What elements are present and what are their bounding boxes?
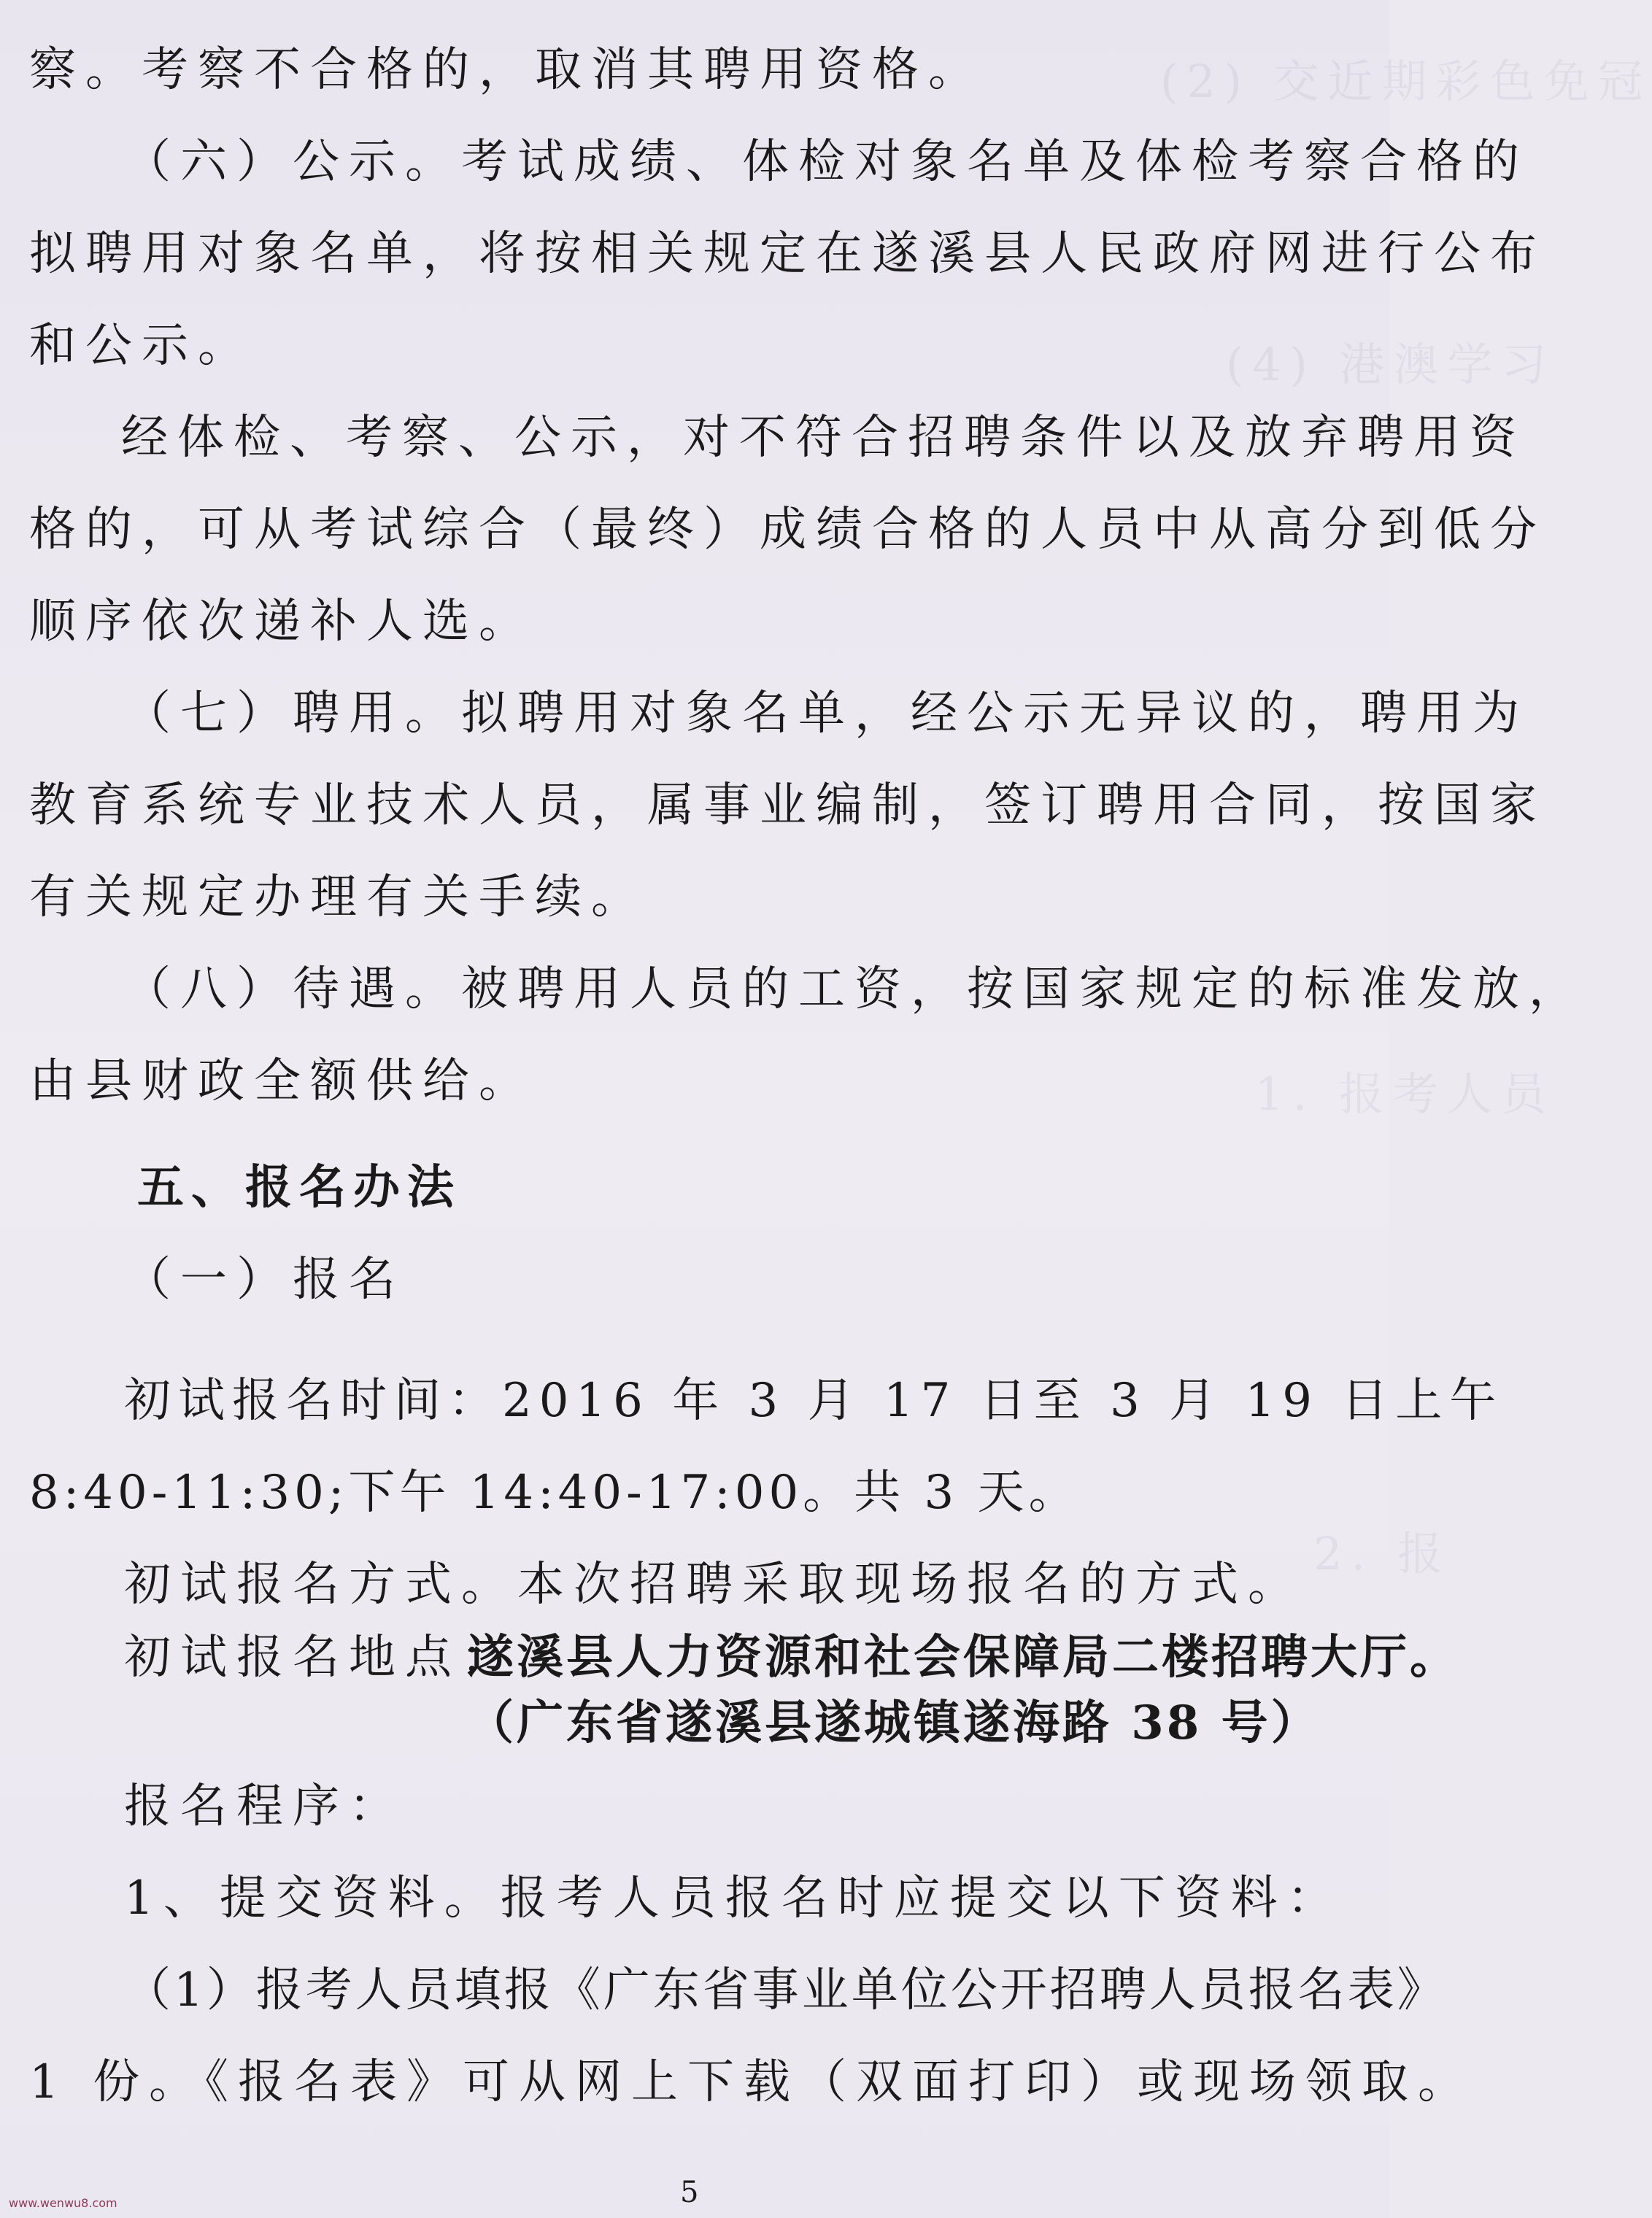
watermark: www.wenwu8.com (9, 2196, 117, 2210)
page-number: 5 (680, 2176, 699, 2209)
paragraph-line: 察。考察不合格的，取消其聘用资格。 (29, 43, 984, 97)
paragraph-line: （八）待遇。被聘用人员的工资，按国家规定的标准发放， (124, 962, 1585, 1016)
section-heading: 五、报名办法 (137, 1161, 461, 1215)
paragraph-line: 有关规定办理有关手续。 (29, 870, 647, 924)
paragraph-line: （七）聘用。拟聘用对象名单，经公示无异议的，聘用为 (124, 687, 1529, 741)
paragraph-line: 和公示。 (29, 319, 254, 373)
registration-location: 遂溪县人力资源和社会保障局二楼招聘大厅。 (467, 1630, 1459, 1685)
paragraph-line: 教育系统专业技术人员，属事业编制，签订聘用合同，按国家 (29, 778, 1546, 832)
bleed-text: 2. 报 (1313, 1527, 1451, 1580)
registration-location-label: 初试报名地点： (124, 1631, 517, 1685)
procedure-step: 1、提交资料。报考人员报名时应提交以下资料： (124, 1871, 1343, 1925)
subsection-heading: （一）报名 (124, 1253, 405, 1307)
paragraph-line: 格的，可从考试综合（最终）成绩合格的人员中从高分到低分 (29, 503, 1546, 557)
bleed-text: (2) 交近期彩色免冠 (1160, 55, 1652, 108)
paragraph-line: 经体检、考察、公示，对不符合招聘条件以及放弃聘用资 (121, 411, 1526, 465)
bleed-text: (4) 港澳学习 (1226, 338, 1556, 391)
procedure-label: 报名程序： (124, 1780, 405, 1833)
procedure-item: （1）报考人员填报《广东省事业单位公开招聘人员报名表》 (124, 1963, 1447, 2017)
paragraph-line: 由县财政全额供给。 (29, 1054, 535, 1108)
registration-address: （广东省遂溪县遂城镇遂海路 38 号） (467, 1696, 1321, 1750)
paragraph-line: （六）公示。考试成绩、体检对象名单及体检考察合格的 (124, 135, 1529, 189)
paragraph-line: 拟聘用对象名单，将按相关规定在遂溪县人民政府网进行公布 (29, 227, 1546, 281)
registration-time: 初试报名时间：2016 年 3 月 17 日至 3 月 19 日上午 (124, 1374, 1504, 1428)
registration-method: 初试报名方式。本次招聘采取现场报名的方式。 (124, 1558, 1304, 1612)
bleed-text: 1. 报考人员 (1255, 1067, 1555, 1121)
registration-time-cont: 8:40-11:30;下午 14:40-17:00。共 3 天。 (29, 1466, 1080, 1520)
paragraph-line: 顺序依次递补人选。 (29, 595, 535, 649)
procedure-item-cont: 1 份。《报名表》可从网上下载（双面打印）或现场领取。 (29, 2055, 1475, 2109)
